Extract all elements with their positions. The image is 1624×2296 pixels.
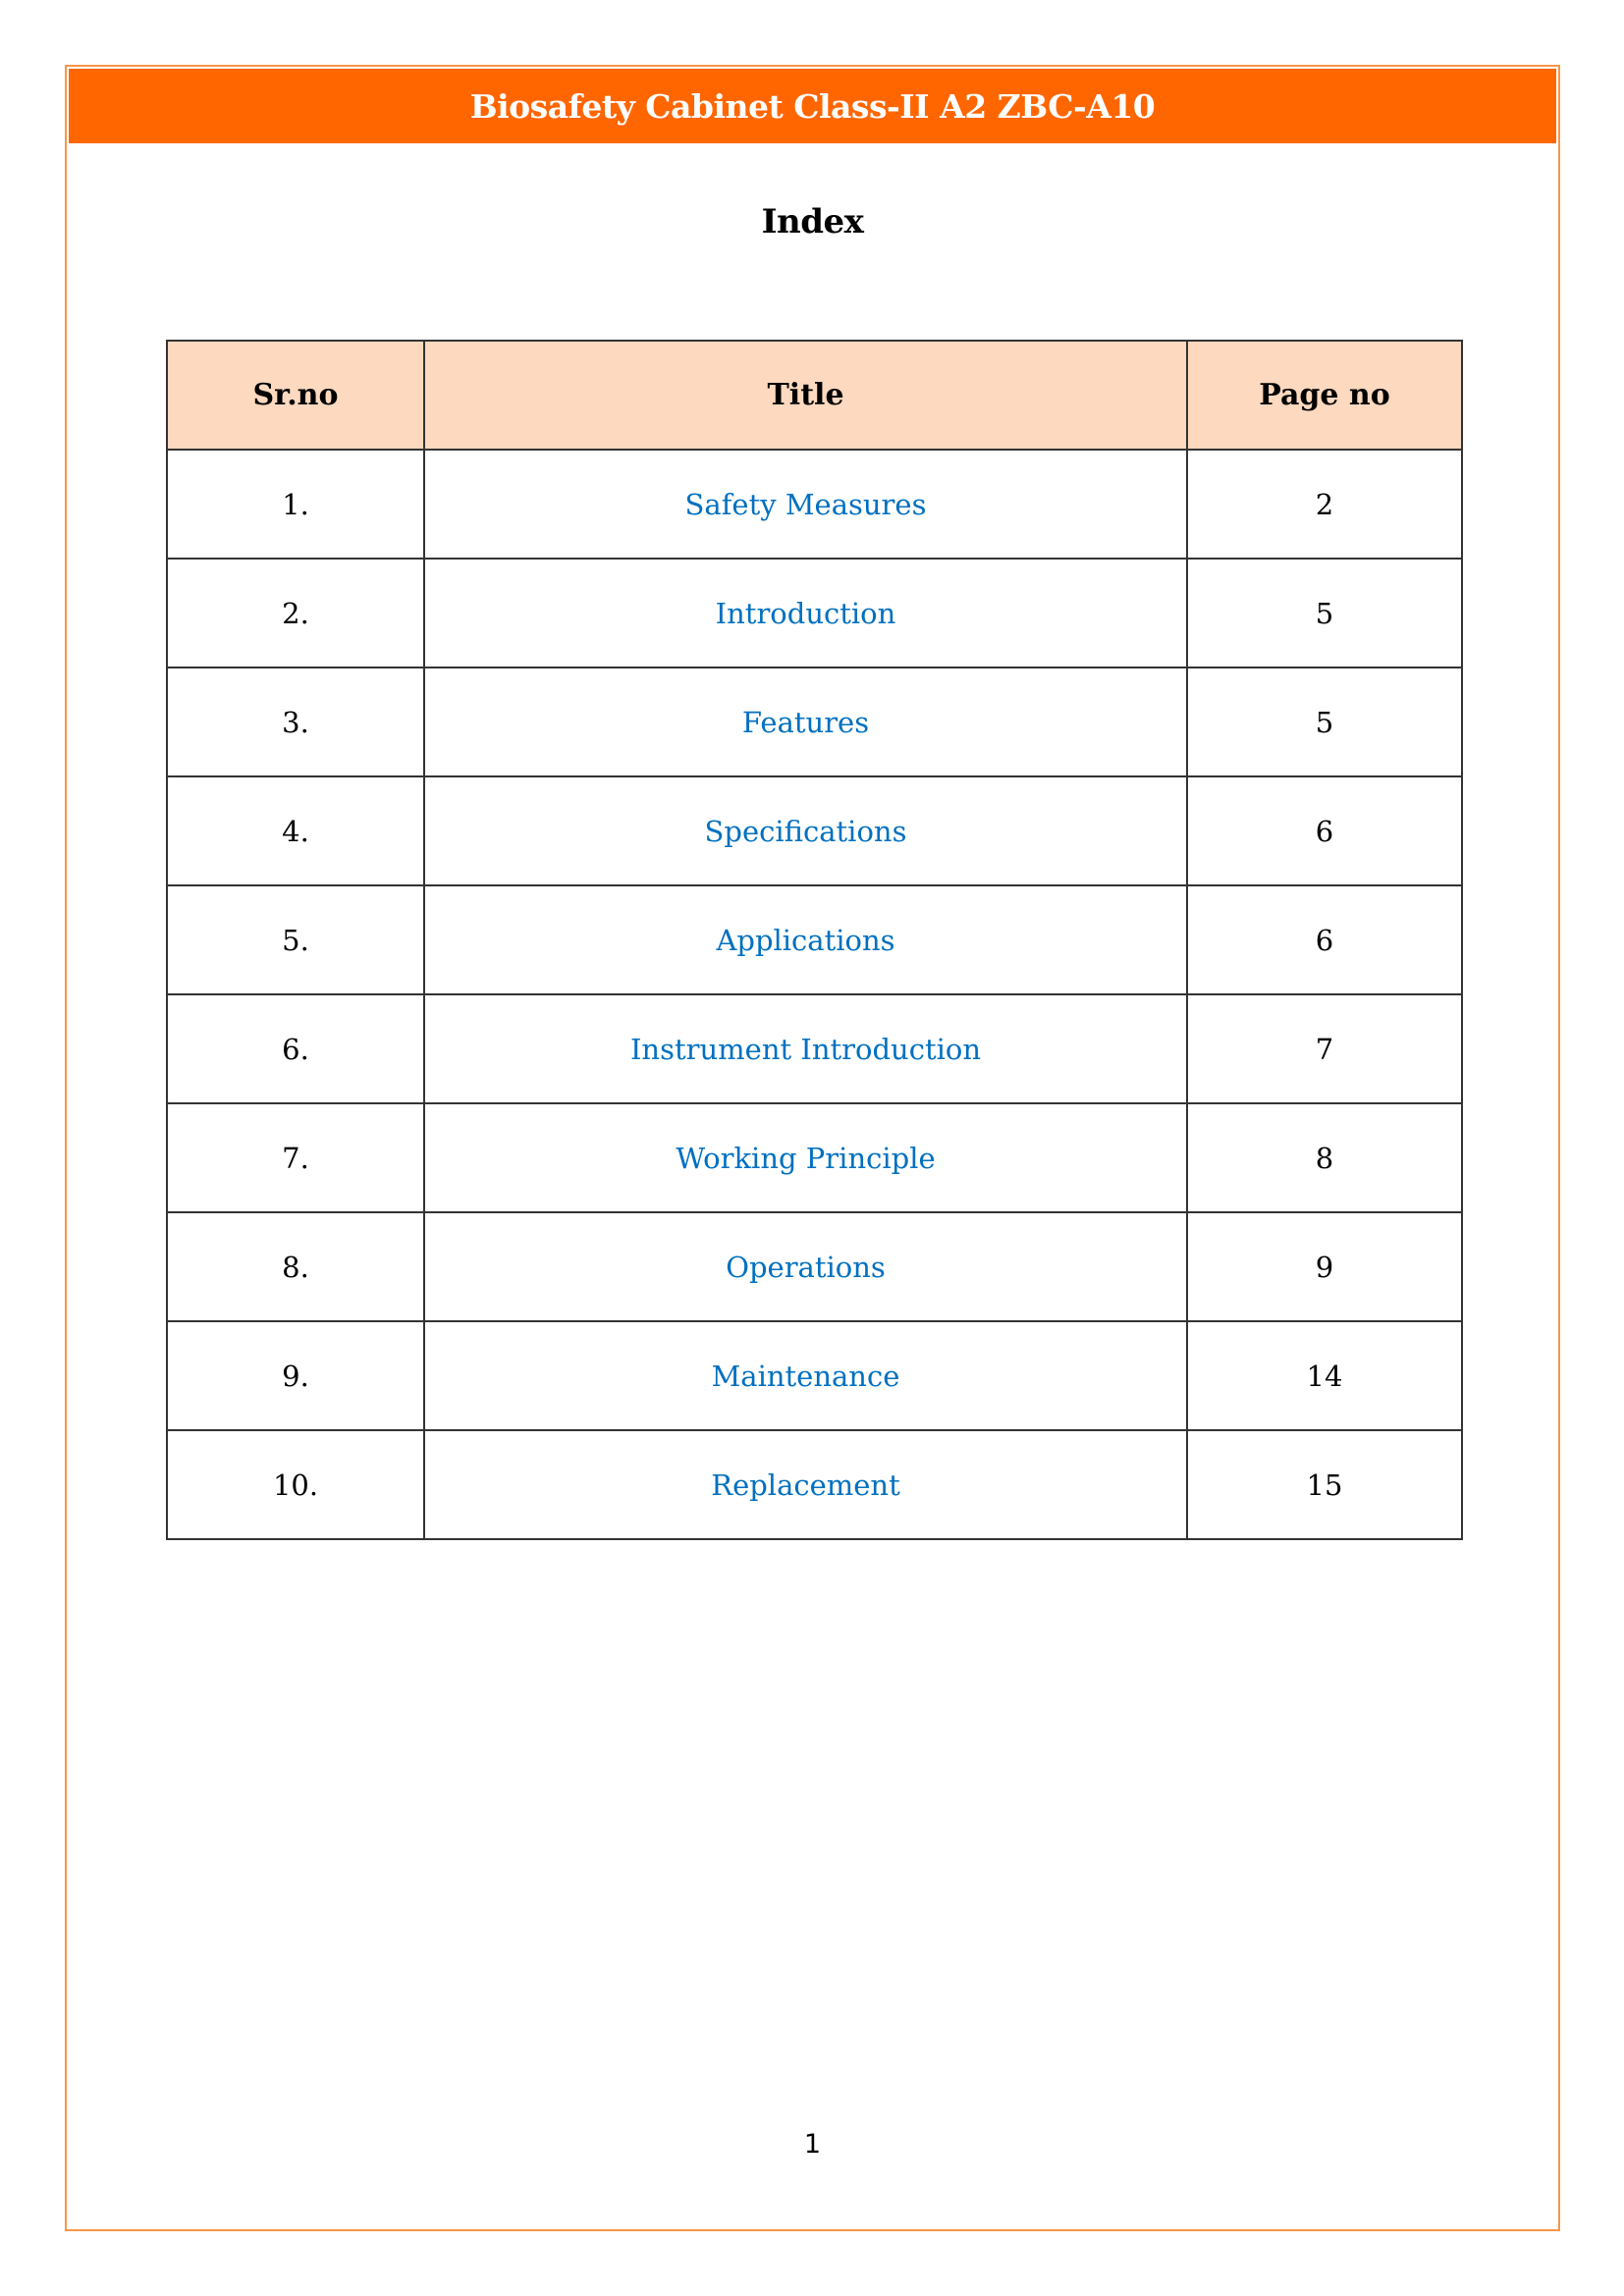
document-header: [69, 69, 1556, 143]
row-srno: 6.: [167, 994, 424, 1103]
table-row: [167, 450, 1462, 559]
row-page: 15: [1187, 1430, 1462, 1539]
table-row: [167, 1212, 1462, 1321]
row-page: 9: [1187, 1212, 1462, 1321]
column-header-title: Title: [424, 341, 1187, 450]
table-row: [167, 559, 1462, 667]
table-row: [167, 885, 1462, 994]
toc-link[interactable]: Specifications: [424, 776, 1187, 885]
toc-link[interactable]: Introduction: [424, 559, 1187, 667]
row-page: 5: [1187, 667, 1462, 776]
column-header-srno: Sr.no: [167, 341, 424, 450]
table-row: [167, 1103, 1462, 1212]
column-header-page: Page no: [1187, 341, 1462, 450]
page-frame: [65, 65, 1560, 2231]
row-srno: 8.: [167, 1212, 424, 1321]
row-srno: 2.: [167, 559, 424, 667]
table-row: [167, 776, 1462, 885]
row-page: 5: [1187, 559, 1462, 667]
row-srno: 9.: [167, 1321, 424, 1430]
table-header-row: [167, 341, 1462, 450]
table-row: [167, 1321, 1462, 1430]
toc-link[interactable]: Working Principle: [424, 1103, 1187, 1212]
toc-link[interactable]: Instrument Introduction: [424, 994, 1187, 1103]
toc-link[interactable]: Applications: [424, 885, 1187, 994]
table-row: [167, 667, 1462, 776]
toc-link[interactable]: Replacement: [424, 1430, 1187, 1539]
row-page: 7: [1187, 994, 1462, 1103]
page-number: 1: [803, 2129, 822, 2160]
row-page: 8: [1187, 1103, 1462, 1212]
index-table: [166, 340, 1463, 1540]
row-page: 2: [1187, 450, 1462, 559]
document-title: Biosafety Cabinet Class-II A2 ZBC-A10: [469, 86, 1156, 126]
row-srno: 7.: [167, 1103, 424, 1212]
row-srno: 4.: [167, 776, 424, 885]
toc-link[interactable]: Maintenance: [424, 1321, 1187, 1430]
row-srno: 1.: [167, 450, 424, 559]
table-row: [167, 994, 1462, 1103]
row-srno: 5.: [167, 885, 424, 994]
row-page: 14: [1187, 1321, 1462, 1430]
table-row: [167, 1430, 1462, 1539]
toc-link[interactable]: Operations: [424, 1212, 1187, 1321]
toc-link[interactable]: Features: [424, 667, 1187, 776]
row-page: 6: [1187, 776, 1462, 885]
row-page: 6: [1187, 885, 1462, 994]
row-srno: 10.: [167, 1430, 424, 1539]
index-heading: Index: [761, 202, 864, 241]
row-srno: 3.: [167, 667, 424, 776]
toc-link[interactable]: Safety Measures: [424, 450, 1187, 559]
